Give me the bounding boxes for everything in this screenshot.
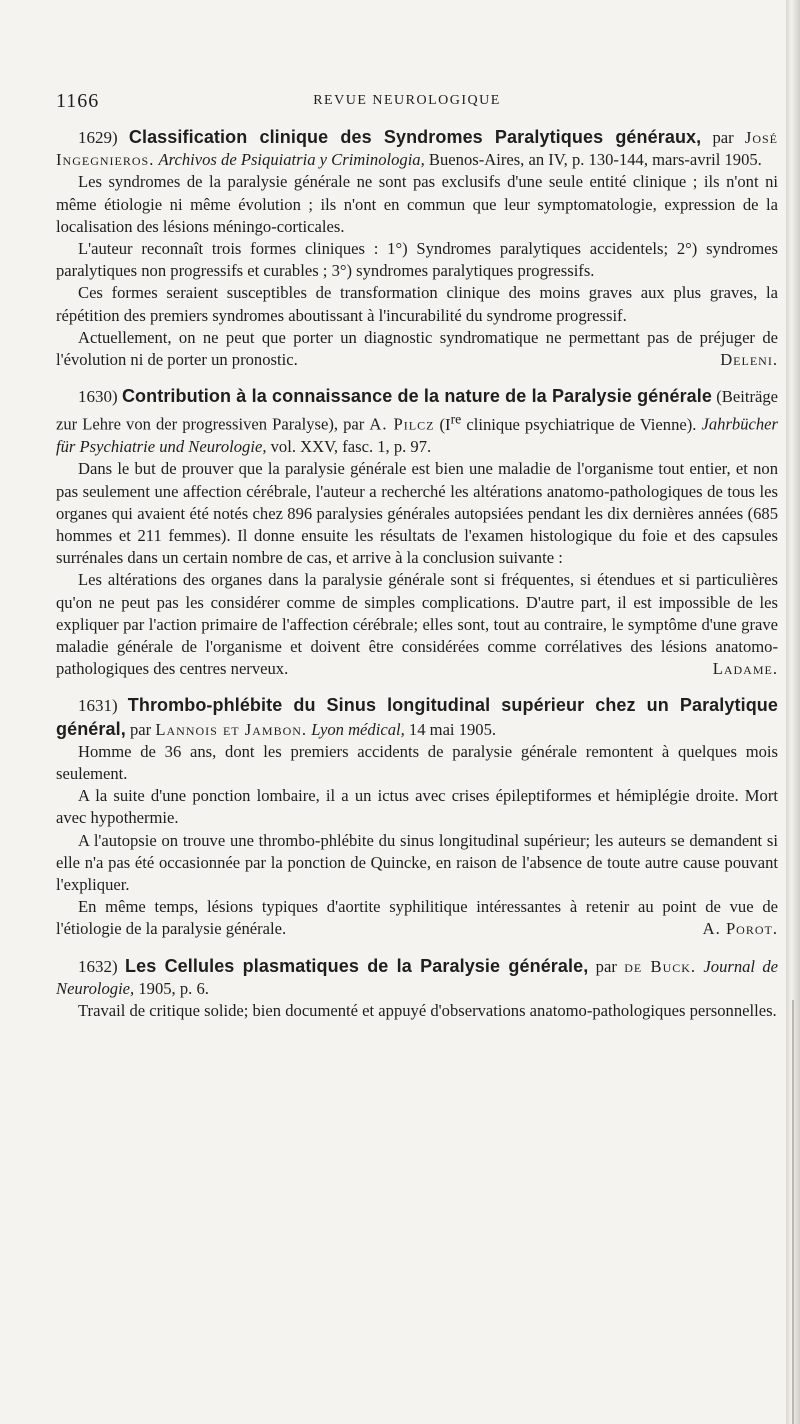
- paragraph: A l'autopsie on trouve une thrombo-phlébite du sinus longitudinal supérieur; les auteurs se demandent si elle n'a pas été occasionnée par la ponction de Quincke, en raison de l'absence de toute autre cause pouvant l'expliquer.: [56, 830, 778, 895]
- entry-number: 1630): [78, 387, 118, 407]
- reference-prefix: par: [595, 956, 617, 976]
- entry-heading: [56, 955, 778, 1000]
- reference-prefix: par: [130, 719, 152, 739]
- reference-affiliation: [439, 411, 697, 434]
- entry-title: Les Cellules plasmatiques de la Paralysie générale,: [125, 955, 589, 976]
- paragraph: Dans le but de prouver que la paralysie générale est bien une maladie de l'organisme tout entier, et non pas seulement une affection cérébrale, l'auteur a recherché les altérations anatomo-pathologiques de tous les organes qui avaient été notés chez 896 paralysies générales autopsiées pendant les dix dernières années (685 hommes et 211 femmes). Il donne ensuite les résultats de l'examen histologique du foie et des capsules surrénales dans un certain nombre de cas, et arrive à la conclusion suivante :: [56, 459, 778, 568]
- affiliation-text: clinique psychiatrique de Vienne).: [461, 414, 697, 434]
- entry-number: 1632): [78, 956, 118, 976]
- reference-details: Buenos-Aires, an IV, p. 130-144, mars-avril 1905.: [428, 150, 762, 170]
- page-number: 1166: [56, 90, 100, 112]
- reference-details: 14 mai 1905.: [408, 719, 497, 739]
- paragraph: [56, 569, 778, 680]
- ordinal-suffix: re: [450, 411, 462, 427]
- spine-shadow: [792, 1000, 794, 1424]
- journal-name: Journal de Neurologie,: [56, 956, 779, 998]
- entry-title: Contribution à la connaissance de la nature de la Paralysie générale: [121, 386, 712, 407]
- article-list: [56, 126, 778, 1036]
- paragraph-text: Les altérations des organes dans la paralysie générale sont si fréquentes, si étendues et si particulières qu'on ne peut pas les considérer comme de simples complications. D'autre part, il est impossible de les expliquer par l'action primaire de l'affection cérébrale; elles sont, tout au contraire, le symptôme d'une grave maladie générale de l'organisme et doivent être considérées comme corrélatives des lésions anatomo-pathologiques des centres nerveux.: [56, 570, 778, 679]
- reference-prefix: (Beiträge zur Lehre von der progressiven Paralyse), par: [56, 387, 778, 434]
- entry-number: 1629): [78, 128, 118, 147]
- entry-title: Thrombo-phlébite du Sinus longitudinal supérieur chez un Paralytique général,: [56, 695, 779, 739]
- entry-heading: [56, 385, 778, 458]
- paragraph: [56, 327, 778, 371]
- entry-heading: [56, 694, 778, 740]
- entry-number: 1631): [78, 696, 118, 716]
- abstract-entry-1631: [56, 694, 778, 940]
- entry-heading: [56, 126, 778, 171]
- paragraph: Travail de critique solide; bien documenté et appuyé d'observations anatomo-pathologiques personnelles.: [78, 1001, 777, 1021]
- author-name: Lannois et Jambon.: [155, 719, 308, 739]
- journal-name: Jahrbücher für Psychiatrie und Neurologie,: [56, 414, 778, 457]
- paragraph: [56, 896, 778, 940]
- reference-details: vol. XXV, fasc. 1, p. 97.: [270, 437, 432, 457]
- running-head: [56, 90, 758, 116]
- paragraph-text: Actuellement, on ne peut que porter un diagnostic syndromatique ne permettant pas de préjuger de l'évolution ni de porter un pronostic.: [56, 327, 778, 370]
- author-name: José Ingegnieros.: [56, 128, 779, 170]
- entry-body: [56, 458, 778, 680]
- paragraph: Homme de 36 ans, dont les premiers accidents de paralysie générale remontent à quelques mois seulement.: [56, 741, 778, 784]
- journal-name: Lyon médical,: [311, 719, 405, 739]
- entry-body: [56, 741, 778, 941]
- reviewer-signature: Deleni.: [720, 350, 778, 370]
- author-name: de Buck.: [624, 956, 697, 976]
- abstract-entry-1629: [56, 126, 778, 371]
- paragraph: L'auteur reconnaît trois formes cliniques : 1°) Syndromes paralytiques accidentels; 2°) syndromes paralytiques non progressifs et curables ; 3°) syndromes paralytiques progressifs.: [56, 239, 778, 281]
- affiliation-open: (I: [439, 414, 451, 434]
- paragraph: Ces formes seraient susceptibles de transformation clinique des moins graves aux plus graves, la répétition des premiers syndromes aboutissant à l'incurabilité du syndrome progressif.: [56, 283, 778, 325]
- reviewer-signature: Ladame.: [712, 659, 778, 679]
- reference-details: 1905, p. 6.: [138, 978, 209, 998]
- author-name: A. Pilcz: [369, 414, 435, 434]
- abstract-entry-1630: [56, 385, 778, 680]
- reference-prefix: par: [712, 128, 734, 147]
- paragraph: Les syndromes de la paralysie générale ne sont pas exclusifs d'une seule entité clinique ; ils n'ont ni même étiologie ni même évolution ; ils n'ont en commun que leur symptomatologie, expression de la localisation des lésions méningo-corticales.: [56, 172, 778, 236]
- entry-body: [56, 171, 778, 371]
- paragraph: A la suite d'une ponction lombaire, il a un ictus avec crises épileptiformes et hémiplégie droite. Mort avec hypothermie.: [56, 786, 778, 828]
- entry-body: [56, 1000, 778, 1022]
- abstract-entry-1632: [56, 955, 778, 1023]
- entry-title: Classification clinique des Syndromes Paralytiques généraux,: [128, 127, 702, 147]
- journal-name: Archivos de Psiquiatria y Criminologia,: [158, 150, 425, 170]
- paragraph-text: En même temps, lésions typiques d'aortite syphilitique intéressantes à retenir au point de vue de l'étiologie de la paralysie générale.: [56, 897, 778, 939]
- reviewer-signature: A. Porot.: [702, 919, 778, 939]
- journal-title: REVUE NEUROLOGIQUE: [313, 93, 501, 108]
